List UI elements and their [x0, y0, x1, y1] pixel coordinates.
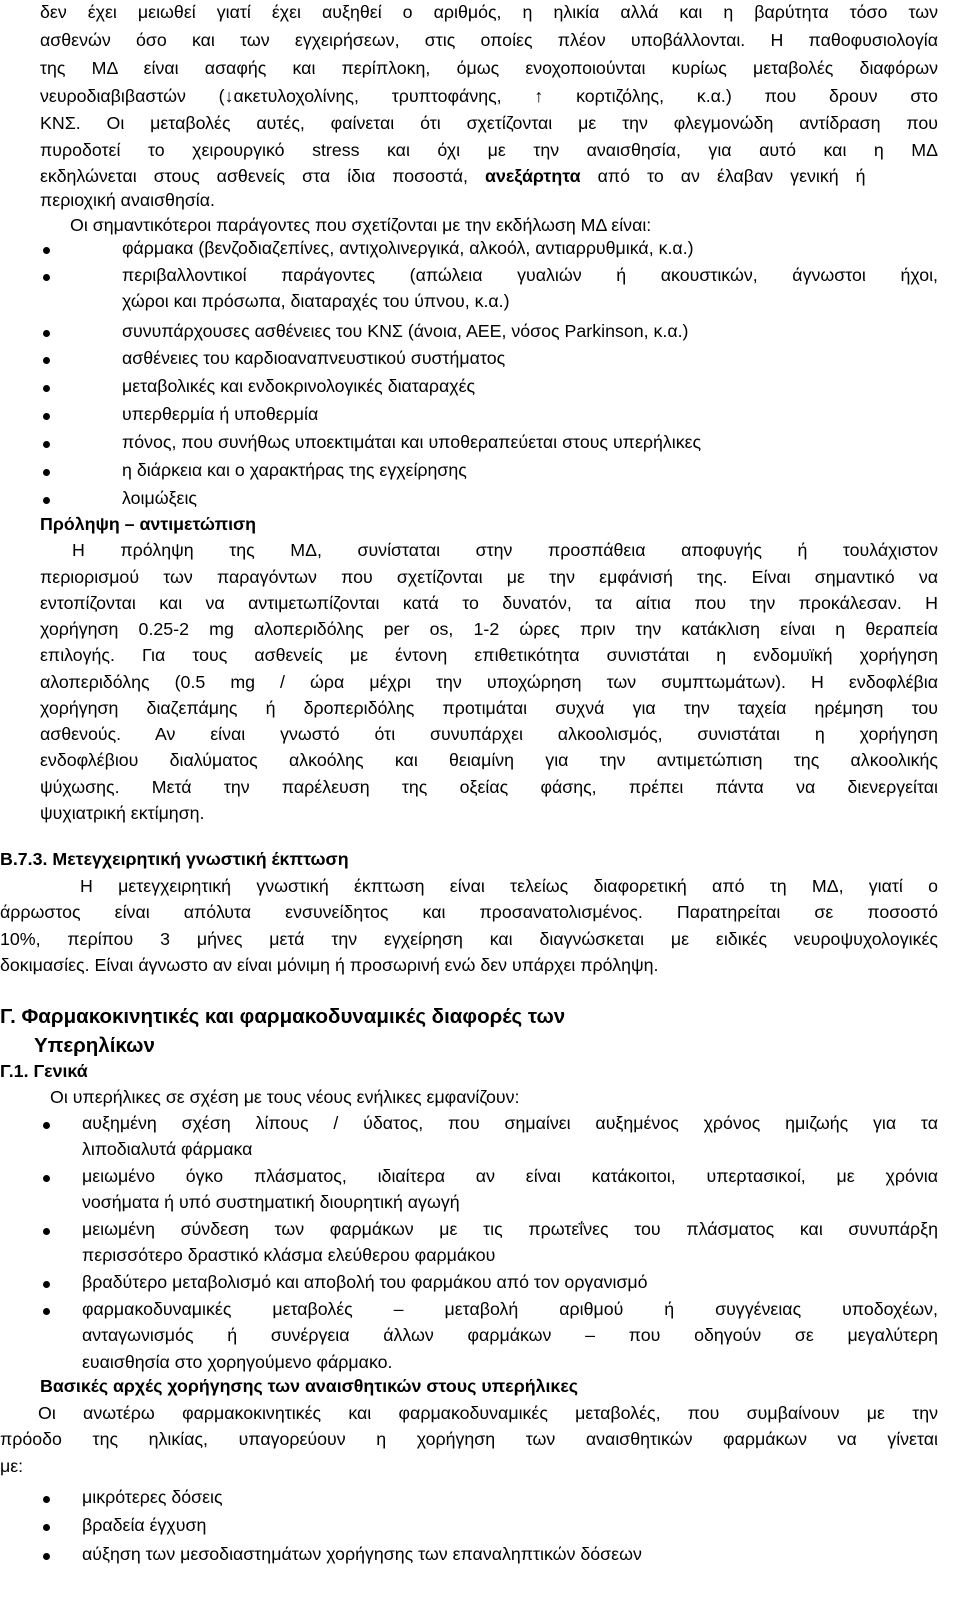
b73-line: άρρωστος είναι απόλυτα ενσυνείδητος και προσανατολισμένος. Παρατηρείται σε ποσοστό — [0, 902, 938, 922]
list-item: αυξημένη σχέση λίπους / ύδατος, που σημαίνει αυξημένος χρόνος ημιζωής για τα — [82, 1113, 938, 1133]
subsection-heading-basic: Βασικές αρχές χορήγησης των αναισθητικών στους υπερήλικες — [40, 1376, 579, 1396]
list-item: βραδεία έγχυση — [82, 1515, 207, 1535]
intro-line: περιοχική αναισθησία. — [40, 190, 215, 210]
bullet-icon — [43, 1281, 50, 1288]
list-item: μειωμένη σύνδεση των φαρμάκων με τις πρωτεΐνες του πλάσματος και συνυπάρξη — [82, 1219, 938, 1239]
bullet-icon — [43, 1553, 50, 1560]
list-item: μικρότερες δόσεις — [82, 1487, 223, 1507]
list-item: λοιμώξεις — [122, 488, 197, 508]
intro-text: από το αν έλαβαν γενική ή — [580, 166, 866, 186]
basic-line: πρόοδο της ηλικίας, υπαγορεύουν η χορήγηση των αναισθητικών φαρμάκων να γίνεται — [0, 1429, 938, 1449]
bullet-icon — [43, 1228, 50, 1235]
bullet-icon — [43, 1122, 50, 1129]
intro-line: δεν έχει μειωθεί γιατί έχει αυξηθεί ο αριθμός, η ηλικία αλλά και η βαρύτητα τόσο των — [40, 2, 938, 22]
factors-intro: Οι σημαντικότεροι παράγοντες που σχετίζονται με την εκδήλωση ΜΔ είναι: — [70, 215, 652, 235]
list-item: φάρμακα (βενζοδιαζεπίνες, αντιχολινεργικά, αλκοόλ, αντιαρρυθμικά, κ.α.) — [122, 238, 694, 258]
intro-text: εκδηλώνεται στους ασθενείς στα ίδια ποσοστά, — [40, 166, 486, 186]
g1-intro: Οι υπερήλικες σε σχέση με τους νέους ενήλικες εμφανίζουν: — [50, 1087, 520, 1107]
bullet-icon — [43, 385, 50, 392]
bullet-icon — [43, 1308, 50, 1315]
list-item: η διάρκεια και ο χαρακτήρας της εγχείρησης — [122, 460, 467, 480]
basic-line: με: — [0, 1456, 24, 1476]
prevention-heading: Πρόληψη – αντιμετώπιση — [40, 514, 257, 534]
list-item: ασθένειες του καρδιοαναπνευστικού συστήματος — [122, 348, 506, 368]
list-item: λιποδιαλυτά φάρμακα — [82, 1139, 253, 1159]
b73-line: Η μετεγχειρητική γνωστική έκπτωση είναι τελείως διαφορετική από τη ΜΔ, γιατί ο — [80, 876, 938, 896]
list-item: αύξηση των μεσοδιαστημάτων χορήγησης των επαναληπτικών δόσεων — [82, 1544, 642, 1564]
prevention-line: ψύχωσης. Μετά την παρέλευση της οξείας φάσης, πρέπει πάντα να διενεργείται — [40, 777, 938, 797]
prevention-line: ενδοφλέβιου διαλύματος αλκοόλης και θειαμίνη για την αντιμετώπιση της αλκοολικής — [40, 750, 938, 770]
intro-line: πυροδοτεί το χειρουργικό stress και όχι με την αναισθησία, για αυτό και η ΜΔ — [40, 140, 938, 160]
bullet-icon — [43, 497, 50, 504]
list-item: περισσότερο δραστικό κλάσμα ελεύθερου φαρμάκου — [82, 1245, 496, 1265]
list-item: ευαισθησία στο χορηγούμενο φάρμακο. — [82, 1352, 393, 1372]
bullet-icon — [43, 413, 50, 420]
section-heading-g: Γ. Φαρμακοκινητικές και φαρμακοδυναμικές διαφορές των — [0, 1005, 566, 1028]
intro-line: ΚΝΣ. Οι μεταβολές αυτές, φαίνεται ότι σχετίζονται με την φλεγμονώδη αντίδραση που — [40, 113, 938, 133]
list-item: νοσήματα ή υπό συστηματική διουρητική αγωγή — [82, 1192, 460, 1212]
bullet-icon — [43, 1524, 50, 1531]
bullet-icon — [43, 1496, 50, 1503]
basic-line: Οι ανωτέρω φαρμακοκινητικές και φαρμακοδυναμικές μεταβολές, που συμβαίνουν με την — [38, 1403, 938, 1423]
list-item: συνυπάρχουσες ασθένειες του ΚΝΣ (άνοια, ΑΕΕ, νόσος Parkinson, κ.α.) — [122, 321, 689, 341]
emphasis-independent: ανεξάρτητα — [485, 166, 581, 186]
intro-line: νευροδιαβιβαστών (↓ακετυλοχολίνης, τρυπτοφάνης, ↑ κορτιζόλης, κ.α.) που δρουν στο — [40, 86, 938, 106]
list-item: βραδύτερο μεταβολισμό και αποβολή του φαρμάκου από τον οργανισμό — [82, 1272, 648, 1292]
intro-line: της ΜΔ είναι ασαφής και περίπλοκη, όμως ενοχοποιούνται κυρίως μεταβολές διαφόρων — [40, 58, 938, 78]
list-item: φαρμακοδυναμικές μεταβολές – μεταβολή αριθμού ή συγγένειας υποδοχέων, — [82, 1299, 938, 1319]
list-item: πόνος, που συνήθως υποεκτιμάται και υποθεραπεύεται στους υπερήλικες — [122, 432, 702, 452]
b73-line: δοκιμασίες. Είναι άγνωστο αν είναι μόνιμη ή προσωρινή ενώ δεν υπάρχει πρόληψη. — [0, 955, 659, 975]
section-heading-g-cont: Υπερηλίκων — [34, 1034, 155, 1057]
b73-line: 10%, περίπου 3 μήνες μετά την εγχείρηση και διαγνώσκεται με ειδικές νευροψυχολογικές — [0, 929, 938, 949]
prevention-line: επιλογής. Για τους ασθενείς με έντονη επιθετικότητα συνιστάται η ενδομυϊκή χορήγηση — [40, 645, 938, 665]
bullet-icon — [43, 469, 50, 476]
list-item: μειωμένο όγκο πλάσματος, ιδιαίτερα αν είναι κατάκοιτοι, υπερτασικοί, με χρόνια — [82, 1166, 938, 1186]
prevention-line: Η πρόληψη της ΜΔ, συνίσταται στην προσπάθεια αποφυγής ή τουλάχιστον — [72, 540, 938, 560]
prevention-line: περιορισμού των παραγόντων που σχετίζονται με την εμφάνισή της. Είναι σημαντικό να — [40, 567, 938, 587]
subsection-heading-g1: Γ.1. Γενικά — [0, 1061, 88, 1081]
section-heading-b73: Β.7.3. Μετεγχειρητική γνωστική έκπτωση — [0, 849, 349, 869]
bullet-icon — [43, 441, 50, 448]
intro-line: ασθενών όσο και των εγχειρήσεων, στις οποίες πλέον υποβάλλονται. Η παθοφυσιολογία — [40, 30, 938, 50]
bullet-icon — [43, 357, 50, 364]
list-item: περιβαλλοντικοί παράγοντες (απώλεια γυαλιών ή ακουστικών, άγνωστοι ήχοι, — [122, 265, 938, 285]
prevention-line: χορήγηση 0.25-2 mg αλοπεριδόλης per os, 1-2 ώρες πριν την κατάκλιση είναι η θεραπεία — [40, 619, 938, 639]
prevention-line: χορήγηση διαζεπάμης ή δροπεριδόλης προτιμάται συχνά για την ταχεία ηρέμηση του — [40, 698, 938, 718]
intro-line — [40, 164, 866, 188]
list-item: υπερθερμία ή υποθερμία — [122, 404, 319, 424]
bullet-icon — [43, 330, 50, 337]
prevention-line: ψυχιατρική εκτίμηση. — [40, 803, 205, 823]
list-item: χώροι και πρόσωπα, διαταραχές του ύπνου, κ.α.) — [122, 291, 510, 311]
prevention-line: αλοπεριδόλης (0.5 mg / ώρα μέχρι την υποχώρηση των συμπτωμάτων). Η ενδοφλέβια — [40, 672, 938, 692]
bullet-icon — [43, 1175, 50, 1182]
bullet-icon — [43, 247, 50, 254]
bullet-icon — [43, 274, 50, 281]
list-item: ανταγωνισμός ή συνέργεια άλλων φαρμάκων – που οδηγούν σε μεγαλύτερη — [82, 1325, 938, 1345]
prevention-line: ασθενούς. Αν είναι γνωστό ότι συνυπάρχει αλκοολισμός, συνιστάται η χορήγηση — [40, 724, 938, 744]
prevention-line: εντοπίζονται και να αντιμετωπίζονται κατά το δυνατόν, τα αίτια που την προκάλεσαν. Η — [40, 593, 938, 613]
list-item: μεταβολικές και ενδοκρινολογικές διαταραχές — [122, 376, 476, 396]
